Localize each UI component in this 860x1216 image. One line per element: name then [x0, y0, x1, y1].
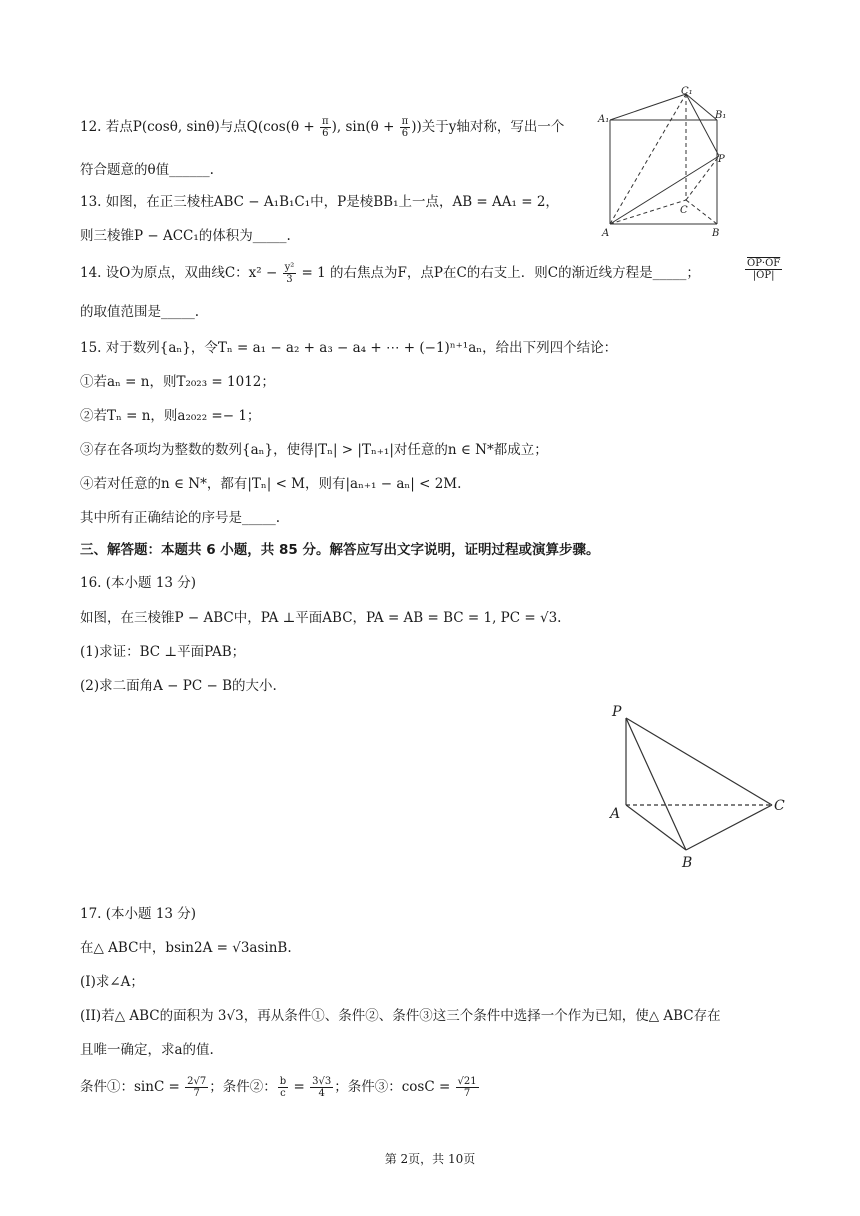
edge-ap	[610, 156, 719, 224]
label-b1: B₁	[715, 110, 727, 121]
cond1-fraction: $\frac{2√7}{7}$	[187, 1076, 207, 1099]
q16-header: 16. (本小题 13 分)	[80, 575, 197, 591]
op-of-ratio-fraction: $\frac{OP\cdot OF}{|OP|}$	[747, 258, 781, 281]
q15-item3: ③存在各项均为整数的数列{aₙ}，使得|Tₙ| > |Tₙ₊₁|对任意的n ∈ N*都成立；	[80, 442, 548, 458]
q15-item1: ①若aₙ = n，则T₂₀₂₃ = 1012；	[80, 374, 275, 390]
section-3-heading: 三、解答题：本题共 6 小题，共 85 分。解答应写出文字说明，证明过程或演算步骤。	[80, 542, 600, 558]
page-footer: 第 2页，共 10页	[384, 1152, 476, 1166]
q14-line2: 的取值范围是_____.	[80, 304, 200, 320]
cond3-fraction: $\frac{√21}{7}$	[457, 1076, 477, 1099]
q17-part2-b: 且唯一确定，求a的值.	[80, 1042, 214, 1058]
pi-over-6-fraction-2: $\frac{\pi}{6}$	[401, 116, 409, 139]
label-p: P	[612, 704, 622, 720]
label-p: P	[718, 154, 725, 165]
q15-line1: 15. 对于数列{aₙ}，令Tₙ = a₁ − a₂ + a₃ − a₄ + ⋯ + (−1)ⁿ⁺¹aₙ，给出下列四个结论：	[80, 340, 618, 356]
cond2-value-fraction: $\frac{3√3}{4}$	[312, 1076, 332, 1099]
label-a: A	[602, 228, 610, 239]
q12-text-b: ), sin(θ +	[331, 119, 399, 135]
pi-over-6-fraction: $\frac{\pi}{6}$	[322, 116, 329, 139]
q15-item4: ④若对任意的n ∈ N*，都有|Tₙ| < M，则有|aₙ₊₁ − aₙ| < 2M.	[80, 476, 462, 492]
edge-ac1	[610, 94, 686, 224]
q16-part2: (2)求二面角A − PC − B的大小.	[80, 678, 277, 694]
edge-c1p	[686, 94, 719, 156]
q15-item2: ②若Tₙ = n，则a₂₀₂₂ =− 1；	[80, 408, 261, 424]
edge-pb	[626, 718, 686, 850]
q17-conditions: 条件①：sinC = $\frac{2√7}{7}$ ；条件②： $\frac{b}{c}$ = $\frac{3√3}{4}$ ；条件③：cosC = $\frac{√21}{7}$	[80, 1076, 477, 1099]
edge-pc	[626, 718, 772, 805]
edge-c1b1	[686, 94, 717, 120]
edge-cp	[686, 156, 719, 200]
q12-line2: 符合题意的θ值______.	[80, 162, 214, 178]
label-a1: A₁	[598, 114, 610, 125]
q17-line1: 在△ ABC中，bsin2A = √3asinB.	[80, 940, 292, 956]
tetrahedron-figure	[604, 698, 794, 876]
label-c: C	[680, 205, 688, 216]
q16-line1: 如图，在三棱锥P − ABC中，PA ⊥平面ABC，PA = AB = BC = 1, PC = √3.	[80, 610, 562, 626]
q17-part1: (I)求∠A；	[80, 974, 144, 990]
label-b: B	[682, 855, 693, 871]
q17-part2-a: (II)若△ ABC的面积为 3√3，再从条件①、条件②、条件③这三个条件中选择一个作为已知，使△ ABC存在	[80, 1008, 721, 1024]
q12-text-c: ))关于y轴对称，写出一个	[411, 119, 565, 135]
prism-figure	[596, 84, 736, 244]
edge-a1c1	[610, 94, 686, 120]
q15-conclusion: 其中所有正确结论的序号是_____.	[80, 510, 281, 526]
q13-line2: 则三棱锥P − ACC₁的体积为_____.	[80, 228, 291, 244]
label-c1: C₁	[681, 86, 693, 97]
label-a: A	[610, 806, 621, 822]
edge-ab	[626, 805, 686, 850]
edge-cb	[686, 200, 717, 224]
q17-header: 17. (本小题 13 分)	[80, 906, 197, 922]
q12-line1	[80, 116, 564, 139]
label-b: B	[712, 228, 720, 239]
q16-part1: (1)求证：BC ⊥平面PAB；	[80, 644, 246, 660]
q12-text-a: 12. 若点P(cosθ, sinθ)与点Q(cos(θ +	[80, 119, 320, 135]
q13-line1: 13. 如图，在正三棱柱ABC − A₁B₁C₁中，P是棱BB₁上一点，AB = AA₁ = 2，	[80, 194, 559, 210]
edge-bc	[686, 805, 772, 850]
cond2-b-over-c-fraction: $\frac{b}{c}$	[279, 1076, 287, 1099]
label-c: C	[774, 798, 785, 814]
y2-over-3-fraction: $\frac{\text{y²}}{3}$	[284, 262, 295, 285]
q14-line1: 14. 设O为原点，双曲线C：x² − $\frac{\text{y²}}{3}$ = 1 的右焦点为F，点P在C的右支上．则C的渐近线方程是_____；	[80, 262, 700, 285]
